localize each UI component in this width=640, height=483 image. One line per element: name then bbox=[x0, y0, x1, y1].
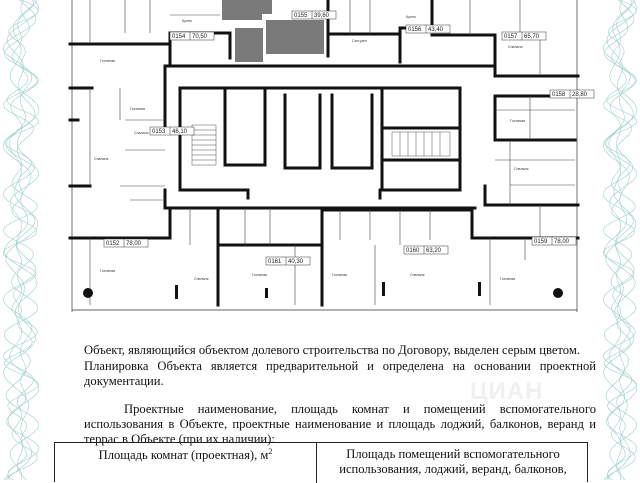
unit-area: 39,60 bbox=[314, 13, 330, 19]
unit-label-0159 bbox=[532, 237, 576, 245]
unit-number: 0154 bbox=[172, 34, 186, 40]
svg-text:Сан.узел: Сан.узел bbox=[352, 39, 367, 43]
svg-text:Спальня: Спальня bbox=[514, 167, 529, 171]
unit-number: 0153 bbox=[152, 129, 166, 135]
svg-text:Гостиная: Гостиная bbox=[500, 277, 516, 281]
unit-area: 65,70 bbox=[524, 34, 540, 40]
unit-number: 0158 bbox=[552, 92, 566, 98]
svg-text:Кухня: Кухня bbox=[406, 15, 416, 19]
svg-text:Кухня: Кухня bbox=[182, 19, 192, 23]
unit-area: 40,30 bbox=[288, 259, 304, 265]
unit-label-0158 bbox=[550, 90, 594, 98]
area-table bbox=[54, 442, 588, 482]
svg-text:Спальня: Спальня bbox=[194, 277, 209, 281]
unit-label-0160 bbox=[404, 246, 448, 254]
unit-number: 0152 bbox=[106, 241, 120, 247]
unit-number: 0156 bbox=[408, 27, 422, 33]
svg-text:Гостиная: Гостиная bbox=[332, 273, 348, 277]
unit-label-0152 bbox=[104, 239, 148, 247]
svg-text:Спальня: Спальня bbox=[508, 45, 523, 49]
paragraph-design-areas: Проектные наименование, площадь комнат и помещений вспомогательного использования в Объекте, проектные наименование и площадь лоджий, балконов, веранд и террас в Объекте (при их наличии): bbox=[84, 402, 596, 446]
unit-label-0156 bbox=[406, 25, 450, 33]
svg-text:Гостиная: Гостиная bbox=[100, 269, 116, 273]
table-header-auxiliary-area: Площадь помещений вспомогательного использования, лоджий, веранд, балконов, bbox=[339, 447, 567, 476]
svg-text:Спальня: Спальня bbox=[94, 157, 109, 161]
guilloche-border-right bbox=[600, 0, 640, 480]
unit-area: 78,00 bbox=[126, 241, 142, 247]
unit-area: 46,10 bbox=[172, 129, 188, 135]
unit-area: 78,00 bbox=[554, 239, 570, 245]
watermark: ЦИАН bbox=[470, 378, 544, 405]
unit-number: 0157 bbox=[504, 34, 518, 40]
svg-text:Спальня: Спальня bbox=[134, 131, 149, 135]
unit-area: 43,40 bbox=[428, 27, 444, 33]
unit-label-0154 bbox=[170, 32, 214, 40]
unit-number: 0160 bbox=[406, 248, 420, 254]
unit-label-0153 bbox=[150, 127, 194, 135]
column-bottom-right bbox=[553, 288, 563, 298]
unit-number: 0161 bbox=[268, 259, 282, 265]
table-header-rooms-area: Площадь комнат (проектная), $м^2$ bbox=[55, 443, 317, 483]
svg-text:Спальня: Спальня bbox=[410, 273, 425, 277]
highlighted-unit bbox=[222, 0, 272, 14]
unit-label-0161 bbox=[266, 257, 310, 265]
svg-text:Гостиная: Гостиная bbox=[100, 59, 116, 63]
unit-area: 28,80 bbox=[572, 92, 588, 98]
paragraph-highlight-note: Объект, являющийся объектом долевого строительства по Договору, выделен серым цветом. bbox=[84, 343, 580, 357]
column-bottom-left bbox=[83, 288, 93, 298]
unit-label-0155 bbox=[292, 11, 336, 19]
unit-area: 70,50 bbox=[192, 34, 208, 40]
paragraph-preliminary-layout: Планировка Объекта является предварительной и определена на основании проектной документации. bbox=[84, 359, 596, 388]
unit-number: 0155 bbox=[294, 13, 308, 19]
svg-text:Гостиная: Гостиная bbox=[130, 107, 146, 111]
floor-plan bbox=[70, 0, 588, 312]
svg-text:Гостиная: Гостиная bbox=[510, 119, 526, 123]
svg-text:Гостиная: Гостиная bbox=[252, 273, 268, 277]
unit-number: 0159 bbox=[534, 239, 548, 245]
unit-area: 63,20 bbox=[426, 248, 442, 254]
guilloche-border-left bbox=[0, 0, 42, 480]
unit-label-0157 bbox=[502, 32, 546, 40]
